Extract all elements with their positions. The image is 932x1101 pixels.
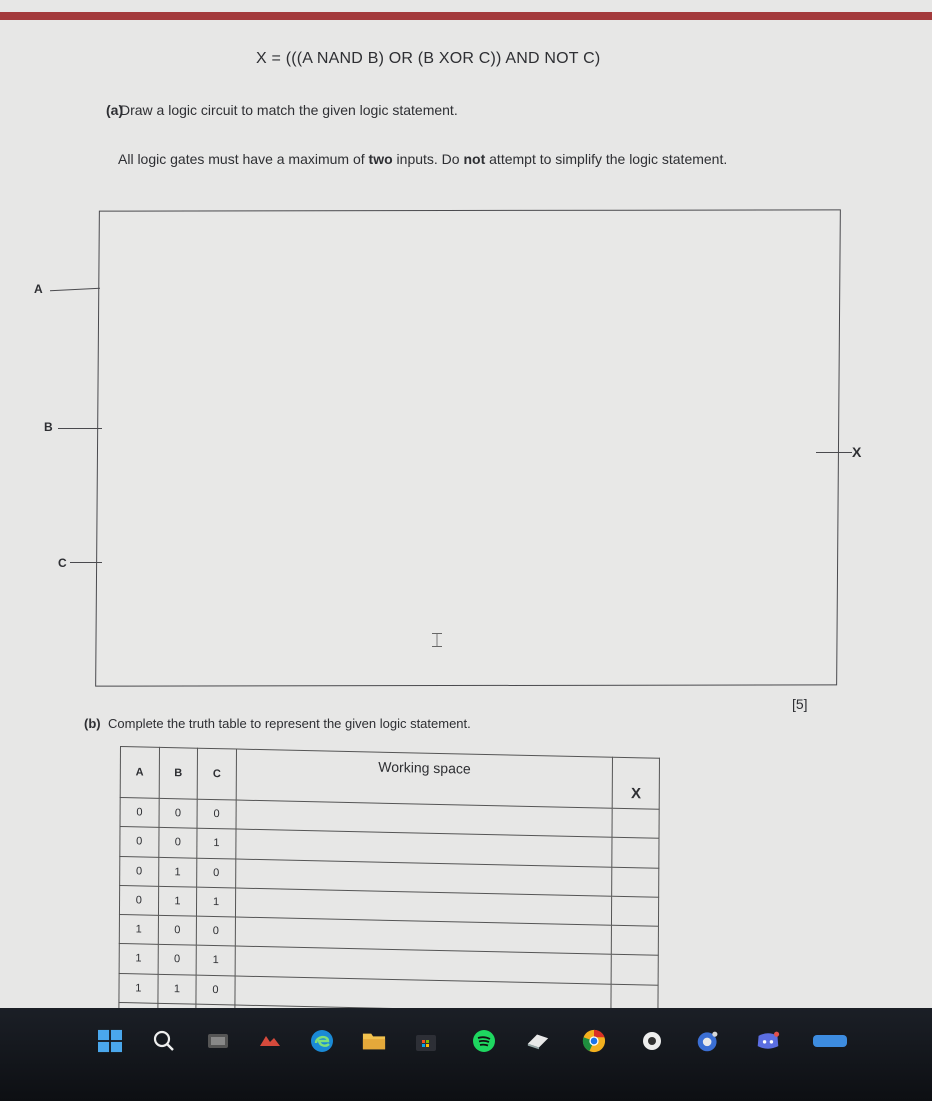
- file-explorer-icon[interactable]: [362, 1030, 386, 1052]
- x-cell[interactable]: [612, 954, 659, 984]
- circuit-drawing-area[interactable]: [95, 209, 841, 686]
- cell-c: 1: [197, 887, 236, 917]
- chrome-icon[interactable]: [582, 1030, 606, 1052]
- cell-a: 0: [120, 856, 159, 886]
- x-cell[interactable]: [612, 925, 659, 955]
- taskbar: [0, 1008, 932, 1101]
- logic-equation: X = (((A NAND B) OR (B XOR C)) AND NOT C): [256, 50, 601, 67]
- x-cell[interactable]: [612, 837, 659, 867]
- cell-b: 0: [158, 915, 197, 945]
- cell-c: 1: [197, 828, 236, 858]
- cell-a: 1: [119, 944, 158, 974]
- question-b-text: Complete the truth table to represent the given logic statement.: [108, 716, 471, 731]
- cell-c: 1: [196, 945, 235, 975]
- cell-b: 0: [158, 945, 197, 975]
- x-cell[interactable]: [612, 867, 659, 897]
- marks-label: [5]: [792, 696, 808, 712]
- cell-b: 1: [158, 974, 197, 1004]
- header-working-space: Working space: [236, 749, 613, 808]
- cell-b: 1: [158, 857, 197, 887]
- question-a-text: Draw a logic circuit to match the given logic statement.: [120, 102, 458, 118]
- app-icon[interactable]: [696, 1030, 720, 1052]
- cell-a: 1: [119, 914, 158, 944]
- x-cell[interactable]: [612, 896, 659, 926]
- x-cell[interactable]: [612, 808, 659, 838]
- cell-c: 0: [196, 975, 235, 1005]
- header-a: A: [120, 747, 159, 799]
- header-rule: [0, 12, 932, 20]
- tray-icon[interactable]: [812, 1030, 848, 1052]
- search-icon[interactable]: [152, 1030, 176, 1052]
- spotify-icon[interactable]: [472, 1030, 496, 1052]
- input-a-label: A: [34, 282, 43, 296]
- task-view-icon[interactable]: [206, 1030, 230, 1052]
- widgets-icon[interactable]: [258, 1030, 282, 1052]
- question-a-note: All logic gates must have a maximum of two inputs. Do not attempt to simplify the logic statement.: [118, 151, 728, 167]
- canary-icon[interactable]: [640, 1030, 664, 1052]
- input-b-label: B: [44, 420, 53, 434]
- cell-b: 1: [158, 886, 197, 916]
- input-c-label: C: [58, 556, 67, 570]
- cell-a: 0: [119, 885, 158, 915]
- truth-table: [118, 746, 660, 1044]
- question-a-label: (a): [106, 102, 124, 118]
- cell-a: 0: [120, 798, 159, 828]
- output-x-line: [816, 452, 852, 453]
- output-x-label: X: [852, 444, 862, 460]
- header-c: C: [197, 748, 236, 800]
- header-x: X: [613, 757, 660, 809]
- cell-c: 0: [197, 799, 236, 829]
- discord-icon[interactable]: [756, 1030, 780, 1052]
- edge-icon[interactable]: [310, 1030, 334, 1052]
- input-c-line: [70, 562, 102, 563]
- cell-a: 0: [120, 827, 159, 857]
- cell-c: 0: [196, 916, 235, 946]
- input-b-line: [58, 428, 102, 429]
- sticky-notes-icon[interactable]: [526, 1030, 550, 1052]
- start-icon[interactable]: [98, 1030, 122, 1052]
- store-icon[interactable]: [414, 1030, 438, 1052]
- cell-b: 0: [158, 828, 197, 858]
- header-b: B: [159, 747, 198, 799]
- cell-c: 0: [197, 858, 236, 888]
- question-b-label: (b): [84, 716, 101, 731]
- text-cursor-icon: ⌶: [431, 630, 443, 652]
- cell-b: 0: [159, 798, 198, 828]
- input-a-line: [50, 288, 100, 292]
- cell-a: 1: [119, 973, 158, 1003]
